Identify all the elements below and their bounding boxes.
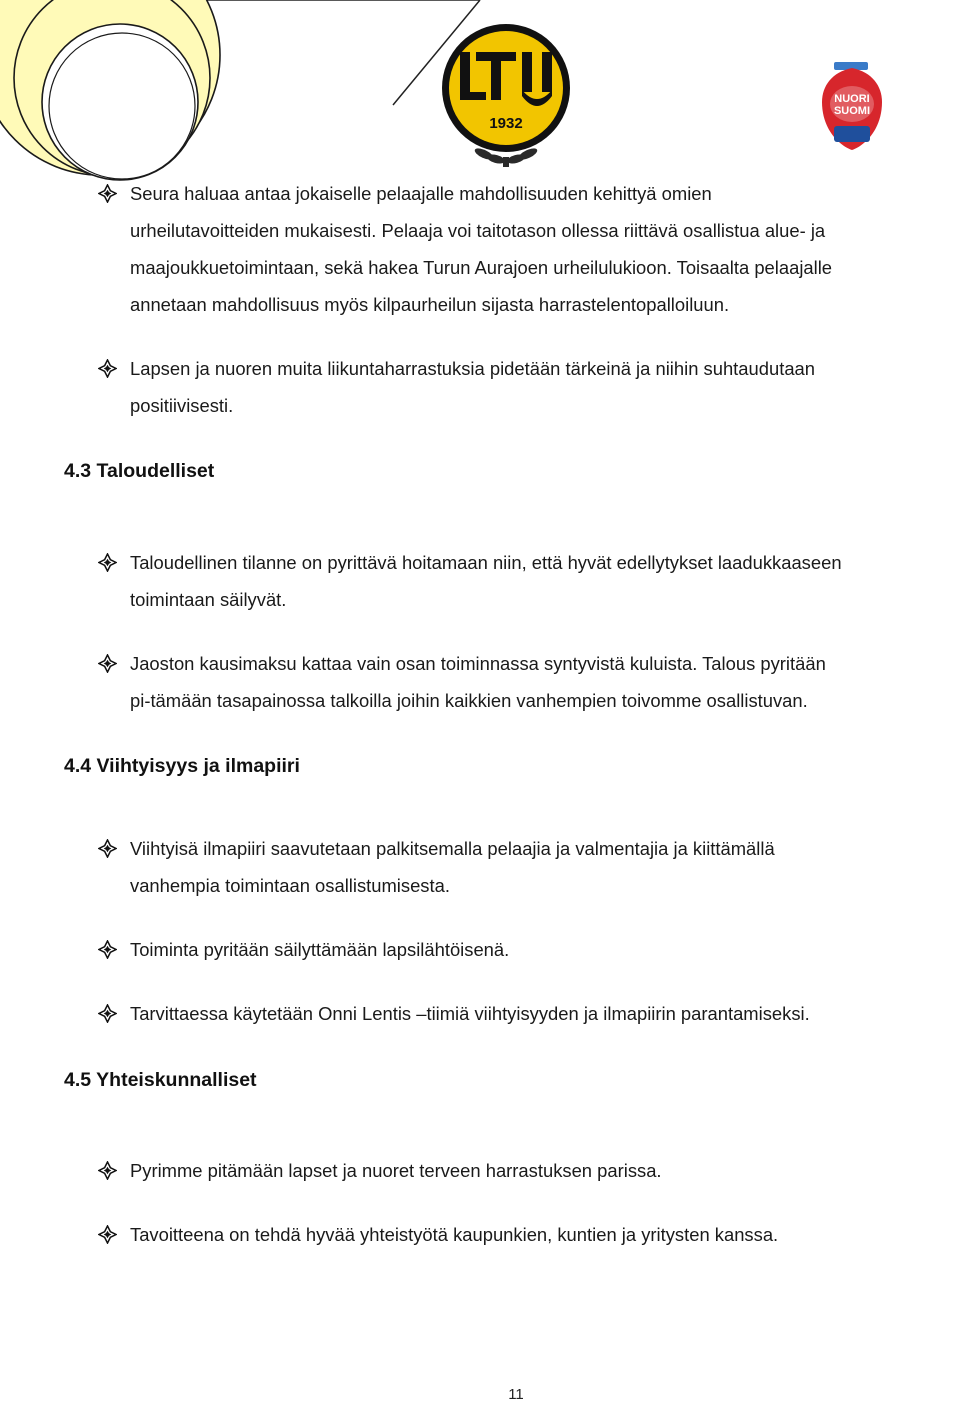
list-item-text: Viihtyisä ilmapiiri saavutetaan palkitsemalla pelaajia ja valmentajia ja kiittämällä bbox=[130, 838, 775, 859]
list-item-text: toimintaan säilyvät. bbox=[130, 589, 287, 610]
list-item-text: annetaan mahdollisuus myös kilpaurheilun sijasta harrastelentopalloiluun. bbox=[130, 294, 730, 315]
diamond-bullet-icon bbox=[98, 1161, 117, 1180]
list-item bbox=[98, 830, 948, 904]
diamond-bullet-icon bbox=[98, 940, 117, 959]
ltu-club-logo bbox=[440, 22, 572, 172]
diamond-bullet-icon bbox=[98, 553, 117, 572]
section-heading: 4.3 Taloudelliset bbox=[64, 460, 215, 482]
ltu-year-text: 1932 bbox=[489, 115, 523, 132]
list-item bbox=[98, 995, 948, 1032]
decorative-circles bbox=[0, 0, 500, 190]
list-item bbox=[98, 1216, 948, 1253]
list-item-text: Seura haluaa antaa jokaiselle pelaajalle mahdollisuuden kehittyä omien bbox=[130, 183, 712, 204]
list-item-text: Taloudellinen tilanne on pyrittävä hoitamaan niin, että hyvät edellytykset laadukkaaseen bbox=[130, 552, 842, 573]
diamond-bullet-icon bbox=[98, 359, 117, 378]
list-item-text: vanhempia toimintaan osallistumisesta. bbox=[130, 875, 450, 896]
list-item-text: Jaoston kausimaksu kattaa vain osan toiminnassa syntyvistä kuluista. Talous pyritään bbox=[130, 653, 826, 674]
diamond-bullet-icon bbox=[98, 1225, 117, 1244]
list-item bbox=[98, 1152, 948, 1189]
list-item bbox=[98, 645, 948, 719]
suomi-text: SUOMI bbox=[833, 105, 871, 117]
list-item bbox=[98, 175, 948, 323]
list-item-text: urheilutavoitteiden mukaisesti. Pelaaja voi taitotason ollessa riittävä osallistua alue- ja bbox=[130, 220, 826, 241]
diamond-bullet-icon bbox=[98, 654, 117, 673]
section-heading: 4.4 Viihtyisyys ja ilmapiiri bbox=[64, 755, 300, 777]
list-item-text: Lapsen ja nuoren muita liikuntaharrastuksia pidetään tärkeinä ja niihin suhtaudutaan bbox=[130, 358, 815, 379]
diamond-bullet-icon bbox=[98, 839, 117, 858]
list-item-text: Tarvittaessa käytetään Onni Lentis –tiimiä viihtyisyyden ja ilmapiirin parantamiseksi. bbox=[130, 1003, 810, 1024]
section-heading: 4.5 Yhteiskunnalliset bbox=[64, 1069, 257, 1091]
list-item-text: pi-tämään tasapainossa talkoilla joihin kaikkien vanhempien toivomme osallistuvan. bbox=[130, 690, 808, 711]
list-item bbox=[98, 544, 948, 618]
diamond-bullet-icon bbox=[98, 184, 117, 203]
list-item bbox=[98, 931, 948, 968]
list-item-text: Pyrimme pitämään lapset ja nuoret terveen harrastuksen parissa. bbox=[130, 1160, 662, 1181]
list-item-text: Toiminta pyritään säilyttämään lapsilähtöisenä. bbox=[130, 939, 510, 960]
list-item bbox=[98, 350, 948, 424]
page-number: 11 bbox=[508, 1386, 524, 1403]
diamond-bullet-icon bbox=[98, 1004, 117, 1023]
nuori-text: NUORI bbox=[834, 93, 870, 105]
list-item-text: positiivisesti. bbox=[130, 395, 234, 416]
list-item-text: Tavoitteena on tehdä hyvää yhteistyötä kaupunkien, kuntien ja yritysten kanssa. bbox=[130, 1224, 779, 1245]
list-item-text: maajoukkuetoimintaan, sekä hakea Turun Aurajoen urheilulukioon. Toisaalta pelaajalle bbox=[130, 257, 833, 278]
nuori-suomi-logo bbox=[820, 60, 884, 152]
